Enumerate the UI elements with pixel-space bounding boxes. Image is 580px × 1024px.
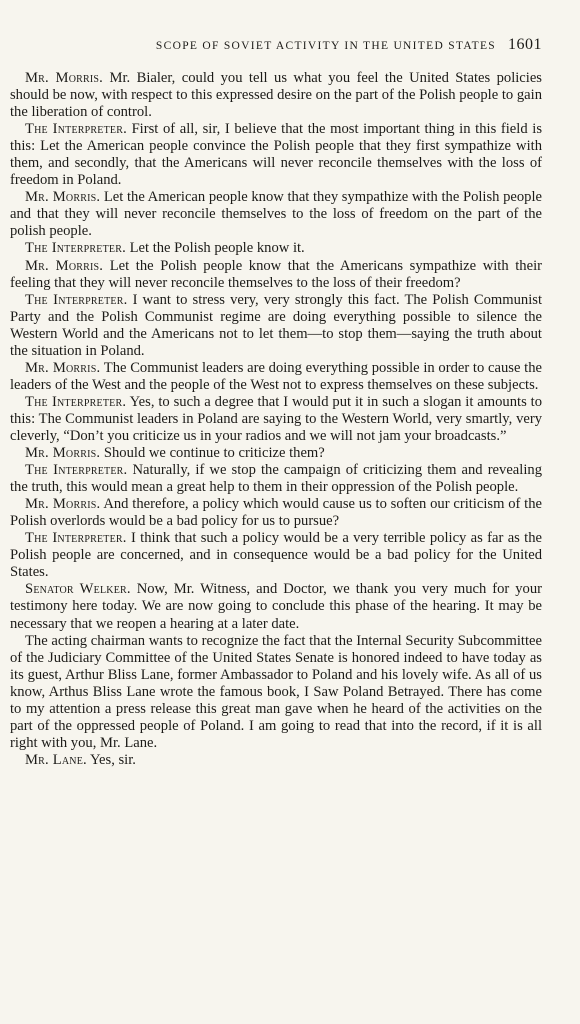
speaker-name: The Interpreter. <box>25 121 127 138</box>
paragraph <box>10 360 542 394</box>
paragraph <box>10 394 542 445</box>
paragraph-text: Let the Polish people know that the Americans sympathize with their feeling that they will never reconcile themselves to the loss of their freedom? <box>10 257 542 291</box>
paragraph-text: Yes, to such a degree that I would put it in such a slogan it amounts to this: The Communist leaders in Poland are saying to the Western World, very smartly, very cleverly, “Don’t you criticize us in your radios and we will not jam your broadcasts.” <box>10 393 543 444</box>
paragraph <box>10 530 542 581</box>
paragraph-text: The acting chairman wants to recognize the fact that the Internal Security Subcommittee of the Judiciary Committee of the United States Senate is honored indeed to have today as its guest, Arthur Bliss Lane, former Ambassador to Poland and his lovely wife. As all of us know, Arthus Bliss Lane wrote the famous book, I Saw Poland Betrayed. There has come to my attention a press release this great man gave when he heard of the activities on the part of the oppressed people of Poland. I am going to read that into the record, if it is all right with you, Mr. Lane. <box>10 632 542 751</box>
running-head: SCOPE OF SOVIET ACTIVITY IN THE UNITED STATES <box>155 40 496 52</box>
paragraph <box>10 292 542 360</box>
paragraph-text: Should we continue to criticize them? <box>103 445 325 462</box>
speaker-name: The Interpreter. <box>25 462 128 479</box>
speaker-name: Mr. Morris. <box>25 359 101 376</box>
paragraph <box>10 496 542 530</box>
paragraph <box>10 240 542 257</box>
transcript-body <box>10 70 542 769</box>
paragraph-text: Mr. Bialer, could you tell us what you feel the United States policies should be now, with respect to this expressed desire on the part of the Polish people to gain the liberation of control. <box>10 70 542 121</box>
paragraph-text: Naturally, if we stop the campaign of criticizing them and revealing the truth, this would mean a great help to them in their oppression of the Polish people. <box>10 462 542 496</box>
paragraph-text: Let the Polish people know it. <box>129 240 305 257</box>
paragraph <box>10 462 542 496</box>
paragraph-text: And therefore, a policy which would cause us to soften our criticism of the Polish overlords would be a bad policy for us to pursue? <box>10 496 542 530</box>
speaker-name: Mr. Lane. <box>25 751 87 768</box>
paragraph-text: Yes, sir. <box>89 751 136 768</box>
paragraph-text: Now, Mr. Witness, and Doctor, we thank you very much for your testimony here today. We are now going to conclude this phase of the hearing. It may be necessary that we reopen a hearing at a later date. <box>10 581 542 632</box>
paragraph <box>10 189 542 240</box>
paragraph-text: I want to stress very, very strongly this fact. The Polish Communist Party and the Polish Communist regime are doing everything possible to silence the Western World and the Americans not to let them—to stop them—saying the truth about the situation in Poland. <box>10 291 543 359</box>
speaker-name: The Interpreter. <box>25 240 126 257</box>
paragraph <box>10 445 542 462</box>
paragraph <box>10 581 542 632</box>
paragraph-text: Let the American people know that they sympathize with the Polish people and that they will never reconcile themselves to the loss of freedom on the part of the polish people. <box>10 189 543 240</box>
page-header <box>70 37 542 57</box>
paragraph-text: First of all, sir, I believe that the most important thing in this field is this: Let the American people convince the Polish people that they first sympathize with them, and secondly, that the Americans will never reconcile themselves with the loss of freedom in Poland. <box>10 121 542 189</box>
speaker-name: The Interpreter. <box>25 291 128 308</box>
page-number: 1601 <box>508 36 542 53</box>
speaker-name: The Interpreter. <box>25 393 127 410</box>
speaker-name: Mr. Morris. <box>25 445 101 462</box>
paragraph <box>10 70 542 121</box>
speaker-name: Senator Welker. <box>25 581 131 598</box>
paragraph <box>10 121 542 189</box>
speaker-name: Mr. Morris. <box>25 257 104 274</box>
speaker-name: The Interpreter. <box>25 530 127 547</box>
speaker-name: Mr. Morris. <box>25 496 101 513</box>
speaker-name: Mr. Morris. <box>25 189 101 206</box>
paragraph-text: I think that such a policy would be a very terrible policy as far as the Polish people are concerned, and in consequence would be a bad policy for the United States. <box>10 530 543 581</box>
paragraph <box>10 633 542 752</box>
paragraph <box>10 752 542 769</box>
paragraph-text: The Communist leaders are doing everything possible in order to cause the leaders of the West and the people of the West not to express themselves on these subjects. <box>10 359 542 393</box>
speaker-name: Mr. Morris. <box>25 70 104 86</box>
paragraph <box>10 258 542 292</box>
